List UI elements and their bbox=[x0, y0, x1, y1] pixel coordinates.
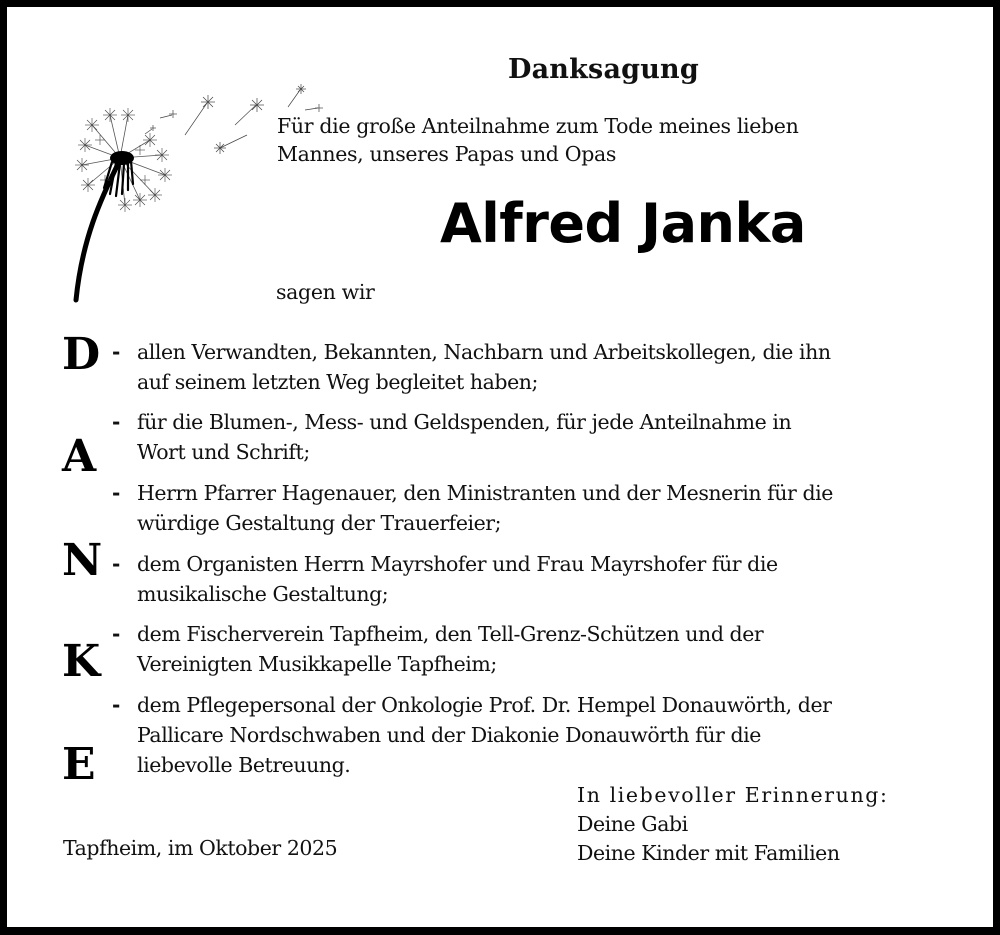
signature-heading: In liebevoller Erinnerung: bbox=[577, 783, 889, 807]
thanks-line: allen Verwandten, Bekannten, Nachbarn und Arbeitskollegen, die ihn bbox=[137, 340, 831, 364]
dash-bullet: - bbox=[112, 340, 121, 364]
thanks-line: Vereinigten Musikkapelle Tapfheim; bbox=[137, 652, 497, 676]
dash-bullet: - bbox=[112, 693, 121, 717]
signature-line: Deine Kinder mit Familien bbox=[577, 841, 840, 865]
acrostic-letter-a: A bbox=[62, 431, 97, 482]
acrostic-letter-e: E bbox=[62, 739, 96, 790]
dash-bullet: - bbox=[112, 552, 121, 576]
thanks-line: dem Pflegepersonal der Onkologie Prof. Dr. Hempel Donauwörth, der bbox=[137, 693, 832, 717]
deceased-name: Alfred Janka bbox=[440, 192, 806, 255]
thanks-item-text bbox=[137, 478, 833, 538]
dash-bullet: - bbox=[112, 481, 121, 505]
acrostic-letter-n: N bbox=[62, 535, 103, 586]
thanks-item-text bbox=[137, 337, 831, 397]
thanks-item-text bbox=[137, 619, 763, 679]
signature-block bbox=[577, 781, 889, 868]
intro-line: Für die große Anteilnahme zum Tode meines lieben bbox=[277, 114, 799, 138]
acrostic-letter-d: D bbox=[62, 329, 101, 380]
thanks-line: liebevolle Betreuung. bbox=[137, 753, 351, 777]
notice-title: Danksagung bbox=[508, 54, 699, 85]
thanks-item-text bbox=[137, 407, 791, 467]
thanks-line: Pallicare Nordschwaben und der Diakonie Donauwörth für die bbox=[137, 723, 761, 747]
dash-bullet: - bbox=[112, 410, 121, 434]
thanks-line: dem Fischerverein Tapfheim, den Tell-Grenz-Schützen und der bbox=[137, 622, 764, 646]
thanks-line: Herrn Pfarrer Hagenauer, den Ministranten und der Mesnerin für die bbox=[137, 481, 833, 505]
thanks-line: für die Blumen-, Mess- und Geldspenden, für jede Anteilnahme in bbox=[137, 410, 792, 434]
dash-bullet: - bbox=[112, 622, 121, 646]
thanks-line: auf seinem letzten Weg begleitet haben; bbox=[137, 370, 538, 394]
intro-text bbox=[277, 112, 798, 168]
signature-line: Deine Gabi bbox=[577, 812, 688, 836]
thanks-line: würdige Gestaltung der Trauerfeier; bbox=[137, 511, 502, 535]
thanks-line: dem Organisten Herrn Mayrshofer und Frau Mayrshofer für die bbox=[137, 552, 778, 576]
thanks-line: Wort und Schrift; bbox=[137, 440, 310, 464]
lead-in-text: sagen wir bbox=[276, 280, 375, 304]
dandelion-icon bbox=[60, 75, 340, 310]
thanks-line: musikalische Gestaltung; bbox=[137, 582, 389, 606]
acrostic-letter-k: K bbox=[62, 636, 101, 687]
intro-line: Mannes, unseres Papas und Opas bbox=[277, 142, 617, 166]
place-date: Tapfheim, im Oktober 2025 bbox=[63, 836, 338, 860]
thanks-item-text bbox=[137, 690, 832, 780]
thanks-item-text bbox=[137, 549, 778, 609]
